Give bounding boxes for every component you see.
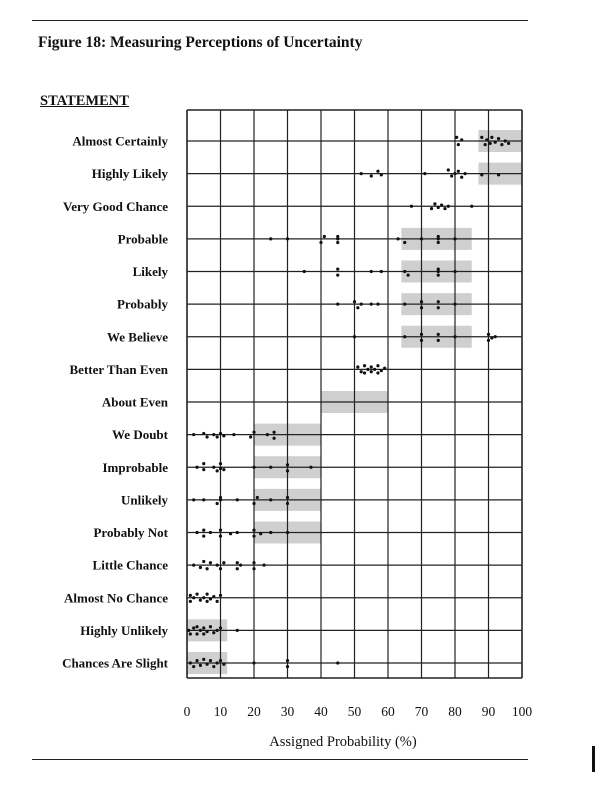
statement-label-14: Almost No Chance — [64, 590, 168, 606]
point-r14-3 — [195, 593, 198, 596]
point-r15-13 — [236, 629, 239, 632]
x-tick-label-20: 20 — [247, 704, 261, 719]
point-r14-10 — [216, 600, 219, 603]
point-r9-9 — [252, 431, 255, 434]
x-tick-label-70: 70 — [414, 704, 429, 719]
point-r1-12 — [497, 173, 500, 176]
point-r11-1 — [202, 498, 205, 501]
point-r14-7 — [206, 593, 209, 596]
point-r6-8 — [487, 333, 490, 336]
statement-label-1: Highly Likely — [91, 166, 168, 182]
point-r0-11 — [504, 139, 507, 142]
statement-label-8: About Even — [101, 394, 168, 410]
point-r5-0 — [336, 303, 339, 306]
point-r9-1 — [202, 432, 205, 435]
point-r11-4 — [219, 498, 222, 501]
point-r10-10 — [286, 469, 289, 472]
point-r0-1 — [457, 143, 460, 146]
point-r9-5 — [219, 432, 222, 435]
point-r3-1 — [286, 237, 289, 240]
point-r16-2 — [195, 659, 198, 662]
point-r13-9 — [236, 561, 239, 564]
statement-label-12: Probably Not — [93, 525, 168, 540]
point-r1-4 — [423, 172, 426, 175]
point-r15-0 — [187, 629, 190, 632]
point-r0-0 — [455, 136, 458, 139]
point-r6-9 — [490, 336, 493, 339]
point-r12-7 — [236, 531, 239, 534]
point-r5-7 — [420, 306, 423, 309]
statement-label-11: Unlikely — [121, 492, 168, 508]
point-r14-6 — [206, 600, 209, 603]
x-tick-label-60: 60 — [381, 704, 395, 719]
point-r3-0 — [269, 237, 272, 240]
point-r6-0 — [353, 335, 356, 338]
point-r12-2 — [202, 529, 205, 532]
point-r10-6 — [219, 467, 222, 470]
statement-label-3: Probable — [117, 231, 168, 247]
point-r3-6 — [336, 237, 339, 240]
point-r7-7 — [373, 368, 376, 371]
point-r11-0 — [192, 498, 195, 501]
point-r15-7 — [202, 626, 205, 629]
point-r5-9 — [437, 306, 440, 309]
point-r3-4 — [336, 241, 339, 244]
x-tick-label-40: 40 — [314, 704, 328, 719]
point-r16-12 — [286, 665, 289, 668]
point-r7-3 — [363, 371, 366, 374]
point-r9-10 — [266, 433, 269, 436]
point-r16-6 — [209, 659, 212, 662]
point-r9-7 — [232, 433, 235, 436]
point-r6-10 — [494, 335, 497, 338]
x-tick-label-10: 10 — [213, 704, 228, 719]
statement-label-16: Chances Are Slight — [62, 655, 168, 671]
point-r1-1 — [370, 174, 373, 177]
point-r13-12 — [252, 561, 255, 564]
point-r13-11 — [252, 567, 255, 570]
point-r16-11 — [252, 661, 255, 664]
point-r15-4 — [195, 625, 198, 628]
point-r10-0 — [195, 466, 198, 469]
point-r9-6 — [222, 434, 225, 437]
point-r10-3 — [212, 466, 215, 469]
point-r6-1 — [403, 335, 406, 338]
point-r1-10 — [463, 172, 466, 175]
point-r2-1 — [430, 207, 433, 210]
point-r5-8 — [420, 300, 423, 303]
point-r14-11 — [219, 594, 222, 597]
point-r2-7 — [470, 205, 473, 208]
point-r11-5 — [236, 498, 239, 501]
point-r0-2 — [460, 138, 463, 141]
point-r12-5 — [219, 529, 222, 532]
point-r13-6 — [219, 567, 222, 570]
point-r4-1 — [336, 274, 339, 277]
point-r7-0 — [356, 365, 359, 368]
point-r10-12 — [309, 466, 312, 469]
statement-label-4: Likely — [132, 264, 168, 279]
x-tick-label-100: 100 — [511, 704, 533, 719]
point-r6-3 — [420, 333, 423, 336]
point-r7-9 — [376, 364, 379, 367]
point-r10-2 — [202, 462, 205, 465]
statement-label-9: We Doubt — [112, 427, 168, 443]
point-r5-4 — [370, 303, 373, 306]
point-r10-9 — [269, 466, 272, 469]
point-r11-8 — [269, 498, 272, 501]
point-r6-7 — [487, 339, 490, 342]
point-r16-5 — [206, 663, 209, 666]
point-r2-2 — [433, 202, 436, 205]
statement-label-2: Very Good Chance — [63, 198, 168, 214]
point-r10-4 — [216, 469, 219, 472]
point-r3-7 — [396, 237, 399, 240]
point-r12-0 — [195, 531, 198, 534]
point-r3-8 — [403, 241, 406, 244]
statement-labels — [62, 134, 169, 671]
point-r13-13 — [262, 564, 265, 567]
point-r0-4 — [484, 143, 487, 146]
point-r1-11 — [480, 173, 483, 176]
point-r14-4 — [199, 599, 202, 602]
statement-label-0: Almost Certainly — [72, 133, 168, 149]
point-r13-8 — [236, 567, 239, 570]
point-r12-10 — [259, 532, 262, 535]
point-r5-3 — [360, 303, 363, 306]
point-r10-7 — [222, 468, 225, 471]
point-r16-3 — [199, 664, 202, 667]
point-r3-3 — [323, 235, 326, 238]
point-r5-6 — [403, 303, 406, 306]
point-r9-11 — [273, 437, 276, 440]
x-tick-label-0: 0 — [183, 704, 191, 719]
page-edge-mark — [592, 746, 595, 772]
point-r0-3 — [480, 136, 483, 139]
x-tick-labels — [184, 704, 533, 719]
point-r10-11 — [286, 463, 289, 466]
point-r4-0 — [303, 270, 306, 273]
point-r7-1 — [360, 370, 363, 373]
point-r1-0 — [360, 172, 363, 175]
point-r16-7 — [212, 665, 215, 668]
point-r15-3 — [195, 632, 198, 635]
point-r2-4 — [440, 203, 443, 206]
point-r1-6 — [450, 174, 453, 177]
point-r7-8 — [376, 371, 379, 374]
statement-label-6: We Believe — [106, 329, 168, 345]
point-r3-13 — [453, 237, 456, 240]
point-r15-10 — [212, 631, 215, 634]
x-tick-label-80: 80 — [448, 704, 462, 719]
point-r14-1 — [189, 594, 192, 597]
point-r15-12 — [219, 626, 222, 629]
point-r7-4 — [366, 368, 369, 371]
point-r12-11 — [269, 531, 272, 534]
point-r4-5 — [403, 270, 406, 273]
point-r1-8 — [457, 170, 460, 173]
point-r13-3 — [206, 567, 209, 570]
point-r11-2 — [216, 502, 219, 505]
point-r12-8 — [252, 535, 255, 538]
chart-grid — [187, 110, 522, 678]
point-r7-2 — [363, 364, 366, 367]
bottom-rule — [32, 759, 528, 760]
point-r1-2 — [376, 170, 379, 173]
point-r1-3 — [380, 173, 383, 176]
point-r4-9 — [437, 270, 440, 273]
point-r4-3 — [370, 270, 373, 273]
point-r14-5 — [202, 596, 205, 599]
point-r3-9 — [420, 237, 423, 240]
point-r10-8 — [252, 466, 255, 469]
point-r12-9 — [252, 529, 255, 532]
point-r15-9 — [209, 625, 212, 628]
point-r15-8 — [206, 630, 209, 633]
point-r16-1 — [192, 665, 195, 668]
point-r2-0 — [410, 205, 413, 208]
point-r1-7 — [453, 172, 456, 175]
point-r15-1 — [189, 632, 192, 635]
point-r15-5 — [199, 629, 202, 632]
point-r3-2 — [319, 241, 322, 244]
point-r15-6 — [202, 632, 205, 635]
point-r0-10 — [500, 143, 503, 146]
point-r16-13 — [286, 659, 289, 662]
point-r14-2 — [192, 596, 195, 599]
point-r7-10 — [380, 369, 383, 372]
point-r9-3 — [212, 433, 215, 436]
point-r16-10 — [222, 663, 225, 666]
point-r0-12 — [507, 142, 510, 145]
point-r4-7 — [437, 274, 440, 277]
point-r13-5 — [216, 564, 219, 567]
point-r5-1 — [353, 300, 356, 303]
statement-label-15: Highly Unlikely — [80, 622, 168, 638]
point-r16-0 — [189, 661, 192, 664]
point-r0-8 — [494, 141, 497, 144]
point-r12-4 — [219, 535, 222, 538]
point-r4-2 — [336, 268, 339, 271]
point-r9-4 — [216, 435, 219, 438]
point-r4-10 — [453, 270, 456, 273]
point-r7-6 — [370, 370, 373, 373]
x-tick-label-50: 50 — [347, 704, 362, 719]
point-r3-12 — [437, 237, 440, 240]
point-r12-6 — [229, 532, 232, 535]
point-r6-2 — [420, 339, 423, 342]
point-r0-7 — [490, 136, 493, 139]
point-r13-1 — [199, 566, 202, 569]
point-r6-4 — [437, 339, 440, 342]
point-r16-8 — [216, 661, 219, 664]
statement-label-7: Better Than Even — [69, 361, 168, 377]
point-r5-10 — [437, 300, 440, 303]
point-r4-6 — [407, 274, 410, 277]
point-r4-4 — [380, 270, 383, 273]
point-r5-2 — [356, 306, 359, 309]
point-r0-5 — [485, 138, 488, 141]
point-r14-9 — [212, 595, 215, 598]
point-r11-6 — [252, 502, 255, 505]
statement-heading: STATEMENT — [40, 93, 129, 109]
point-r9-12 — [273, 431, 276, 434]
point-r6-6 — [453, 335, 456, 338]
point-r0-9 — [497, 137, 500, 140]
point-r7-5 — [370, 365, 373, 368]
point-r12-1 — [202, 535, 205, 538]
point-r14-0 — [189, 600, 192, 603]
x-axis-title: Assigned Probability (%) — [269, 734, 417, 750]
point-r7-11 — [383, 367, 386, 370]
x-tick-label-90: 90 — [481, 704, 496, 719]
point-r11-7 — [256, 496, 259, 499]
statement-label-10: Improbable — [102, 459, 168, 475]
point-r15-2 — [192, 626, 195, 629]
point-r11-9 — [286, 502, 289, 505]
point-r6-5 — [437, 333, 440, 336]
point-r13-4 — [209, 561, 212, 564]
point-r13-0 — [192, 564, 195, 567]
point-r5-11 — [453, 303, 456, 306]
point-r14-8 — [209, 597, 212, 600]
point-r16-14 — [336, 661, 339, 664]
point-r2-3 — [437, 206, 440, 209]
point-r1-5 — [447, 168, 450, 171]
point-r0-6 — [489, 142, 492, 145]
point-r2-5 — [443, 207, 446, 210]
point-r11-10 — [286, 496, 289, 499]
point-r10-1 — [202, 468, 205, 471]
point-r2-6 — [447, 205, 450, 208]
point-r16-9 — [219, 659, 222, 662]
x-tick-label-30: 30 — [280, 704, 295, 719]
point-r9-2 — [206, 435, 209, 438]
point-r5-5 — [376, 303, 379, 306]
statement-label-13: Little Chance — [92, 557, 168, 573]
figure-title: Figure 18: Measuring Perceptions of Uncertainty — [38, 34, 363, 51]
point-r13-7 — [222, 561, 225, 564]
point-r9-8 — [249, 435, 252, 438]
point-r12-12 — [286, 531, 289, 534]
point-r13-10 — [239, 564, 242, 567]
point-r16-4 — [202, 658, 205, 661]
point-r3-10 — [437, 241, 440, 244]
statement-label-5: Probably — [116, 296, 168, 312]
point-r12-3 — [209, 531, 212, 534]
point-r1-9 — [460, 176, 463, 179]
point-r10-5 — [219, 462, 222, 465]
point-r15-11 — [216, 629, 219, 632]
point-r13-2 — [202, 560, 205, 563]
point-r9-0 — [192, 433, 195, 436]
